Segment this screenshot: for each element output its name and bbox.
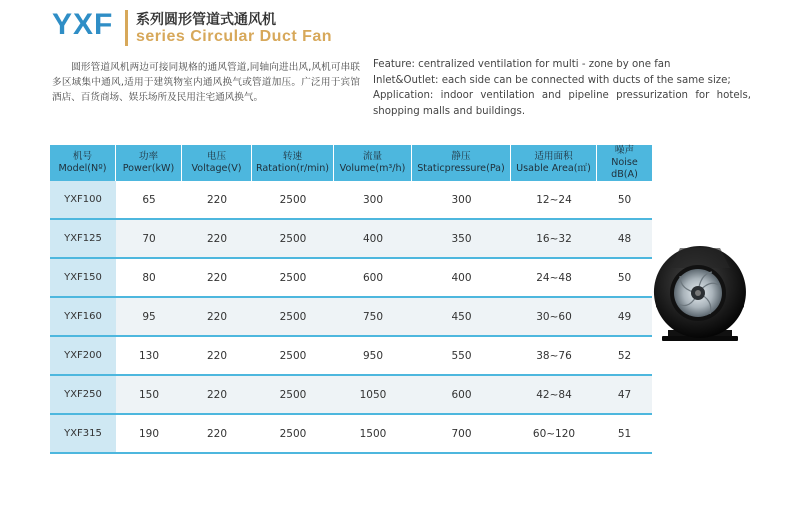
noise-cell: 52 <box>597 337 652 376</box>
noise-cell: 49 <box>597 298 652 337</box>
pressure-cell: 300 <box>412 181 511 220</box>
voltage-cell: 220 <box>182 415 252 454</box>
power-cell: 130 <box>116 337 182 376</box>
inlet-outlet-text: Inlet&Outlet: each side can be connected with ducts of the same size; <box>373 74 731 86</box>
volume-cell: 750 <box>334 298 412 337</box>
description-cn: 圆形管道风机两边可接同规格的通风管道,同轴向进出风,风机可串联多区域集中通风,适用于建筑物室内通风换气或管道加压。广泛用于宾馆酒店、百货商场、娱乐场所及民用注宅通风换气。 <box>52 62 360 103</box>
speed-cell: 2500 <box>252 259 334 298</box>
speed-cell: 2500 <box>252 376 334 415</box>
col-header-model: 机号 Model(Nº) <box>50 145 116 181</box>
power-cell: 95 <box>116 298 182 337</box>
duct-fan-product-image <box>650 238 750 348</box>
model-cell: YXF315 <box>50 415 116 454</box>
voltage-cell: 220 <box>182 376 252 415</box>
table-row <box>50 220 652 259</box>
feature-text: Feature: centralized ventilation for multi - zone by one fan <box>373 59 671 70</box>
volume-cell: 1500 <box>334 415 412 454</box>
power-cell: 70 <box>116 220 182 259</box>
noise-cell: 50 <box>597 181 652 220</box>
volume-cell: 600 <box>334 259 412 298</box>
model-cell: YXF250 <box>50 376 116 415</box>
pressure-cell: 350 <box>412 220 511 259</box>
model-cell: YXF150 <box>50 259 116 298</box>
brand-logo: YXF <box>52 8 114 41</box>
volume-cell: 1050 <box>334 376 412 415</box>
noise-cell: 47 <box>597 376 652 415</box>
col-header-volume: 流量 Volume(m³/h) <box>334 145 412 181</box>
table-row <box>50 259 652 298</box>
noise-cell: 51 <box>597 415 652 454</box>
voltage-cell: 220 <box>182 220 252 259</box>
title-divider <box>125 10 128 46</box>
page-title-cn: 系列圆形管道式通风机 <box>136 12 276 28</box>
model-cell: YXF125 <box>50 220 116 259</box>
spec-table <box>50 145 652 454</box>
col-header-power: 功率 Power(kW) <box>116 145 182 181</box>
speed-cell: 2500 <box>252 298 334 337</box>
table-row <box>50 376 652 415</box>
area-cell: 12~24 <box>511 181 597 220</box>
col-header-area: 适用面积 Usable Area(㎡) <box>511 145 597 181</box>
power-cell: 190 <box>116 415 182 454</box>
speed-cell: 2500 <box>252 220 334 259</box>
model-cell: YXF160 <box>50 298 116 337</box>
area-cell: 16~32 <box>511 220 597 259</box>
table-row <box>50 415 652 454</box>
col-header-voltage: 电压 Voltage(V) <box>182 145 252 181</box>
voltage-cell: 220 <box>182 337 252 376</box>
pressure-cell: 550 <box>412 337 511 376</box>
volume-cell: 950 <box>334 337 412 376</box>
application-text: Application: indoor ventilation and pipeline pressurization for hotels, shopping malls and buildings. <box>373 90 751 117</box>
col-header-noise: 噪声 Noise dB(A) <box>597 145 652 181</box>
power-cell: 150 <box>116 376 182 415</box>
voltage-cell: 220 <box>182 181 252 220</box>
volume-cell: 300 <box>334 181 412 220</box>
area-cell: 38~76 <box>511 337 597 376</box>
area-cell: 42~84 <box>511 376 597 415</box>
area-cell: 60~120 <box>511 415 597 454</box>
table-row <box>50 337 652 376</box>
model-cell: YXF200 <box>50 337 116 376</box>
noise-cell: 50 <box>597 259 652 298</box>
area-cell: 24~48 <box>511 259 597 298</box>
voltage-cell: 220 <box>182 298 252 337</box>
speed-cell: 2500 <box>252 337 334 376</box>
noise-cell: 48 <box>597 220 652 259</box>
speed-cell: 2500 <box>252 181 334 220</box>
volume-cell: 400 <box>334 220 412 259</box>
power-cell: 80 <box>116 259 182 298</box>
area-cell: 30~60 <box>511 298 597 337</box>
pressure-cell: 700 <box>412 415 511 454</box>
col-header-pressure: 静压 Staticpressure(Pa) <box>412 145 511 181</box>
table-row <box>50 298 652 337</box>
voltage-cell: 220 <box>182 259 252 298</box>
description-en <box>373 57 751 119</box>
pressure-cell: 600 <box>412 376 511 415</box>
col-header-speed: 转速 Ratation(r/min) <box>252 145 334 181</box>
power-cell: 65 <box>116 181 182 220</box>
table-header-row <box>50 145 652 181</box>
page-title-en: series Circular Duct Fan <box>136 28 333 45</box>
pressure-cell: 450 <box>412 298 511 337</box>
model-cell: YXF100 <box>50 181 116 220</box>
table-row <box>50 181 652 220</box>
speed-cell: 2500 <box>252 415 334 454</box>
pressure-cell: 400 <box>412 259 511 298</box>
